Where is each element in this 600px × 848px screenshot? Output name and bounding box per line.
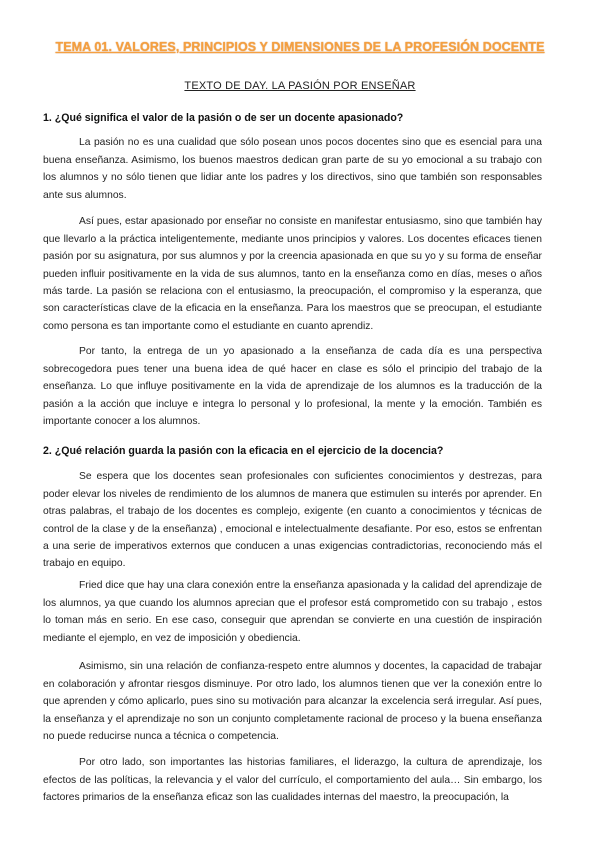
paragraph: Asimismo, sin una relación de confianza-respeto entre alumnos y docentes, la capacidad de trabajar en colaboración y afrontar riesgos disminuye. Por otro lado, los alumnos tienen que ver la conexión entre lo que aprenden y cómo aplicarlo, pues sino su motivación para alcanzar la excelencia será irregular. Así pues, la enseñanza y el aprendizaje no son un conjunto completamente racional de proceso y la buena enseñanza no puede reducirse nunca a técnica o competencia. [43,661,542,742]
question-heading: 1. ¿Qué significa el valor de la pasión o de ser un docente apasionado? [43,112,404,124]
document-title: TEMA 01. VALORES, PRINCIPIOS Y DIMENSIONES DE LA PROFESIÓN DOCENTE [55,40,545,54]
paragraph: Por otro lado, son importantes las historias familiares, el liderazgo, la cultura de aprendizaje, los efectos de las políticas, la relevancia y el valor del currículo, el comportamiento del aula… Sin embargo, los factores primarios de la enseñanza eficaz son las cualidades internas del maestro, la preocupación, la [43,757,542,804]
paragraph: Así pues, estar apasionado por enseñar no consiste en manifestar entusiasmo, sino que también hay que llevarlo a la práctica inteligentemente, mediante unos principios y valores. Los docentes eficaces tienen pasión por su asignatura, por sus alumnos y por la creencia apasionada en que su yo y su forma de enseñar pueden influir positivamente en la vida de sus alumnos, tanto en la enseñanza como en días, meses o años más tarde. La pasión se relaciona con el entusiasmo, la preocupación, el compromiso y la esperanza, que son características clave de la eficacia en la enseñanza. Para los maestros que se preocupan, el estudiante como persona es tan importante como el estudiante en cuanto aprendiz. [43,216,542,332]
paragraph: Por tanto, la entrega de un yo apasionado a la enseñanza de cada día es una perspectiva sobrecogedora pues tener una buena idea de qué hacer en clase es sólo el principio del trabajo de la enseñanza. Lo que influye positivamente en la vida de aprendizaje de los alumnos es la traducción de la pasión a la acción que incluye e integra lo personal y lo profesional, la mente y la emoción. También es importante conocer a los alumnos. [43,346,542,427]
document-subtitle: TEXTO DE DAY. LA PASIÓN POR ENSEÑAR [184,80,416,92]
paragraph: Se espera que los docentes sean profesionales con suficientes conocimientos y destrezas, para poder elevar los niveles de rendimiento de los alumnos de manera que estimulen su interés por aprender. En otras palabras, el trabajo de los docentes es complejo, exigente (en cuanto a conocimientos y técnicas de control de la clase y de la enseñanza) , emocional e intelectualmente desafiante. Por eso, estos se enfrentan a una serie de imperativos externos que conducen a unas exigencias contradictorias, reconociendo más el trabajo en equipo. [43,471,542,570]
paragraph: La pasión no es una cualidad que sólo posean unos pocos docentes sino que es esencial para una buena enseñanza. Asimismo, los buenos maestros dedican gran parte de su yo emocional a su trabajo con los alumnos y no sólo tienen que lidiar ante los padres y los directivos, sino que también son responsables ante sus alumnos. [43,137,542,201]
question-heading: 2. ¿Qué relación guarda la pasión con la eficacia en el ejercicio de la docencia? [43,445,444,457]
paragraph: Fried dice que hay una clara conexión entre la enseñanza apasionada y la calidad del aprendizaje de los alumnos, ya que cuando los alumnos aprecian que el profesor está comprometido con su trabajo , estos lo toman más en serio. En ese caso, conseguir que aprendan se convierte en una cuestión de inspiración mediante el ejemplo, en vez de imposición y obediencia. [43,580,542,644]
